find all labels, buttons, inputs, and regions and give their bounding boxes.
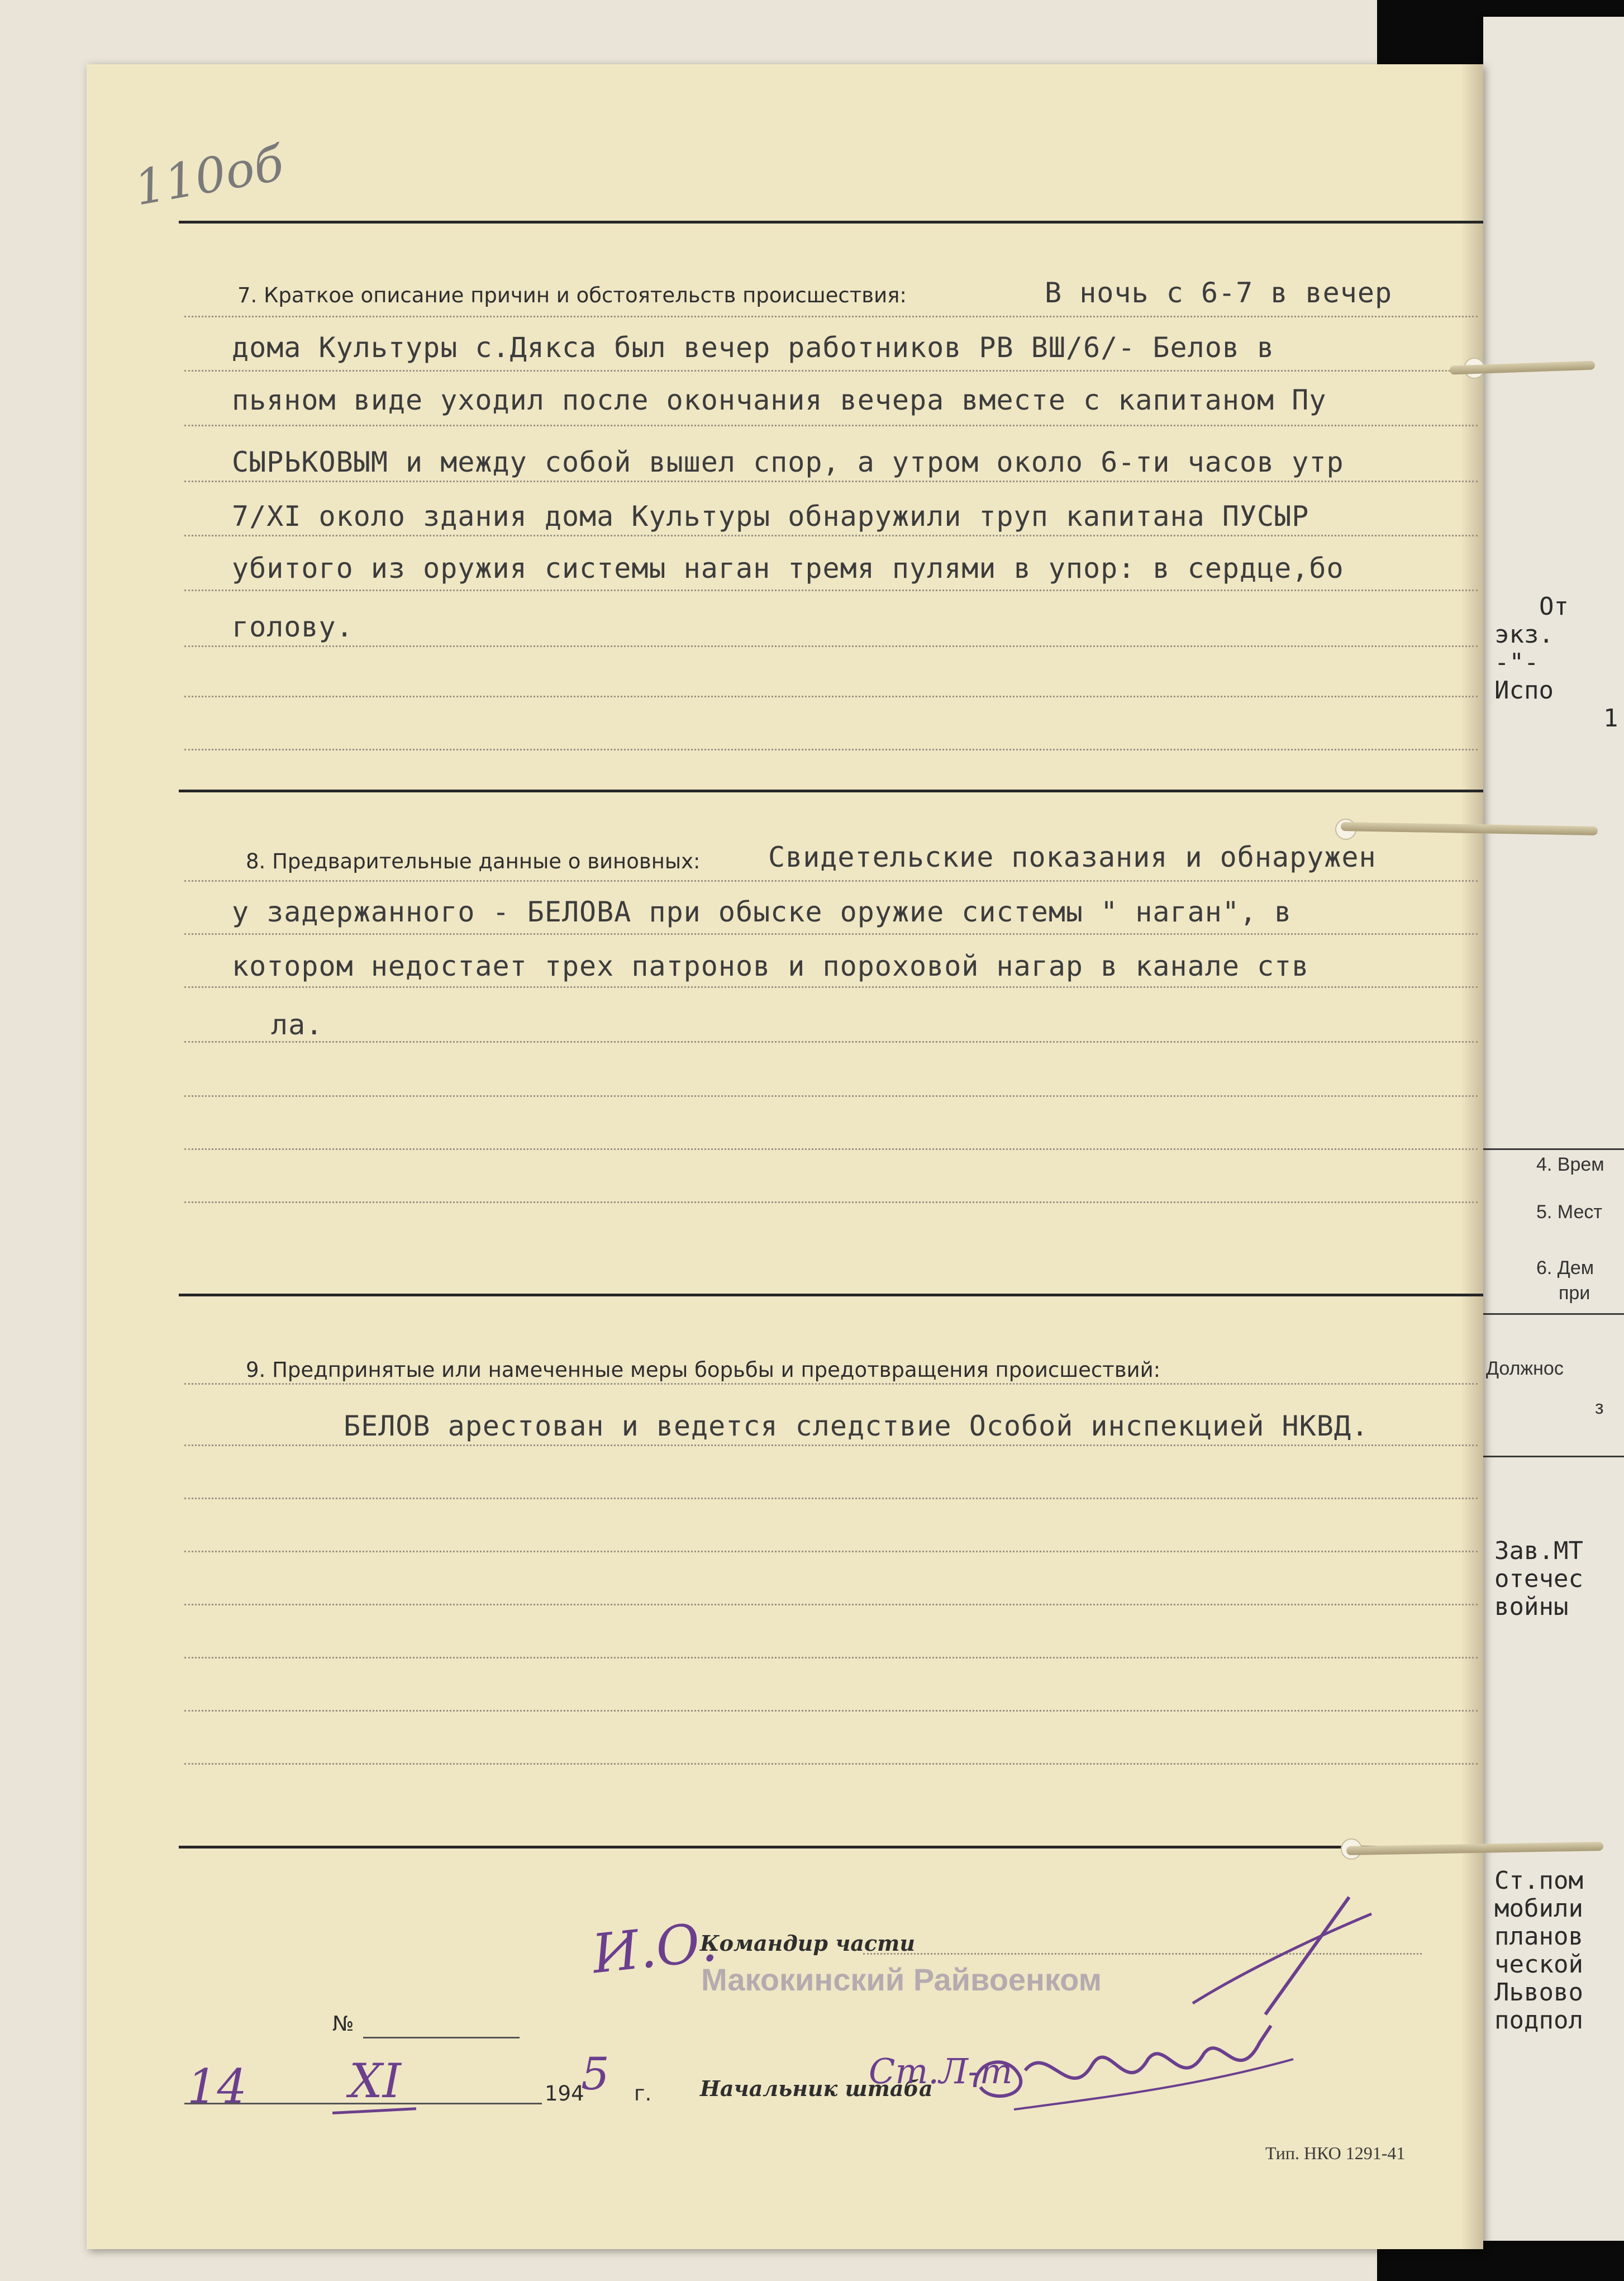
back-page-typed: отечес <box>1494 1565 1583 1593</box>
back-page-typed: войны <box>1494 1593 1569 1621</box>
section-7-label: 7. Краткое описание причин и обстоятельств происшествия: <box>237 283 907 307</box>
document-page <box>87 64 1483 2249</box>
section-8-line: ла. <box>271 1009 323 1041</box>
dotted-line <box>184 880 1478 882</box>
section-8-label: 8. Предварительные данные о виновных: <box>246 849 701 873</box>
back-page-edge <box>1483 17 1624 2241</box>
back-page-typed: Ст.пом <box>1494 1866 1583 1895</box>
section-7-line: 7/XI около здания дома Культуры обнаружили труп капитана ПУСЫР <box>232 500 1309 533</box>
dotted-line <box>184 1604 1478 1605</box>
dotted-line <box>184 1148 1478 1150</box>
back-page-item: 4. Врем <box>1536 1154 1604 1175</box>
page-edge-shadow <box>1461 64 1483 2249</box>
section-7-line: дома Культуры с.Дякса был вечер работников РВ ВШ/6/- Белов в <box>232 331 1275 364</box>
section-7-line: убитого из оружия системы наган тремя пулями в упор: в сердце,бо <box>232 552 1344 584</box>
dotted-line <box>184 1444 1478 1446</box>
dotted-line <box>184 1041 1478 1043</box>
chief-rank: Ст.Л-т <box>869 2051 1013 2092</box>
dotted-line <box>184 1383 1478 1385</box>
back-page-typed: Зав.МТ <box>1494 1537 1583 1565</box>
back-page-position-sub: з <box>1595 1397 1604 1418</box>
section-divider <box>179 1846 1483 1848</box>
number-line <box>363 2037 520 2038</box>
section-8-line: Свидетельские показания и обнаружен <box>768 841 1377 873</box>
date-day: 14 <box>187 2059 247 2114</box>
section-divider <box>179 790 1483 792</box>
month-underline <box>332 2107 416 2114</box>
back-page-typed: 1 <box>1603 704 1618 733</box>
back-page-rule <box>1483 1148 1624 1150</box>
back-page-rule <box>1483 1313 1624 1315</box>
section-7-line: голову. <box>232 611 354 643</box>
commander-signature <box>958 1875 1399 2121</box>
section-8-line: котором недостает трех патронов и пороховой нагар в канале ств <box>232 950 1309 982</box>
dotted-line <box>184 1710 1478 1712</box>
date-line <box>184 2103 542 2104</box>
back-page-item: при <box>1559 1282 1590 1304</box>
commander-label: Командир части <box>700 1931 915 1956</box>
printer-mark: Тип. НКО 1291-41 <box>1265 2143 1406 2163</box>
back-page-typed: От <box>1539 592 1569 621</box>
stamp: Макокинский Райвоенком <box>701 1962 1102 1997</box>
year-suffix: г. <box>634 2082 652 2106</box>
year-digit: 5 <box>581 2048 609 2100</box>
number-label: № <box>332 2012 354 2036</box>
section-7-line: СЫРЬКОВЫМ и между собой вышел спор, а утром около 6-ти часов утр <box>232 446 1344 478</box>
back-page-typed: мобили <box>1494 1894 1583 1923</box>
section-8-line: у задержанного - БЕЛОВА при обыске оружие системы " наган", в <box>232 896 1292 928</box>
dotted-line <box>184 316 1478 317</box>
dotted-line <box>184 986 1478 988</box>
dotted-line <box>184 370 1478 372</box>
section-divider <box>179 221 1483 224</box>
dotted-line <box>184 645 1478 647</box>
back-page-typed: Львово <box>1494 1978 1583 2007</box>
back-page-typed: подпол <box>1494 2006 1583 2035</box>
archive-number: 110об <box>130 135 288 217</box>
section-9-label: 9. Предпринятые или намеченные меры борьбы и предотвращения происшествий: <box>246 1358 1161 1382</box>
dotted-line <box>184 425 1478 426</box>
dotted-line <box>184 1201 1478 1203</box>
acting-mark: И.О. <box>589 1910 720 1986</box>
section-divider <box>179 1294 1483 1296</box>
section-9-line: БЕЛОВ арестован и ведется следствие Особой инспекцией НКВД. <box>344 1410 1369 1442</box>
back-page-typed: Испо <box>1494 676 1554 705</box>
dotted-line <box>184 933 1478 935</box>
section-7-line: пьяном виде уходил после окончания вечера вместе с капитаном Пу <box>232 384 1327 416</box>
date-month: XI <box>349 2054 401 2108</box>
back-page-item: 6. Дем <box>1536 1257 1594 1279</box>
section-7-line: В ночь с 6-7 в вечер <box>1045 277 1393 309</box>
dotted-line <box>184 1498 1478 1499</box>
dotted-line <box>184 1657 1478 1659</box>
back-page-typed: экз. <box>1494 620 1554 649</box>
back-page-typed: ческой <box>1494 1950 1583 1979</box>
dotted-line <box>184 696 1478 697</box>
dotted-line <box>184 535 1478 536</box>
dotted-line <box>184 590 1478 591</box>
dotted-line <box>184 1095 1478 1097</box>
back-page-rule <box>1483 1456 1624 1457</box>
dotted-line <box>184 481 1478 482</box>
dotted-line <box>184 1551 1478 1552</box>
back-page-typed: -"- <box>1494 648 1539 677</box>
back-page-position-label: Должнос <box>1486 1358 1564 1379</box>
year-prefix: 194 <box>545 2082 584 2106</box>
back-page-item: 5. Мест <box>1536 1201 1602 1223</box>
dotted-line <box>184 749 1478 750</box>
chief-of-staff-label: Начальник штаба <box>700 2076 933 2101</box>
dotted-line <box>184 1763 1478 1765</box>
back-page-typed: планов <box>1494 1922 1583 1951</box>
